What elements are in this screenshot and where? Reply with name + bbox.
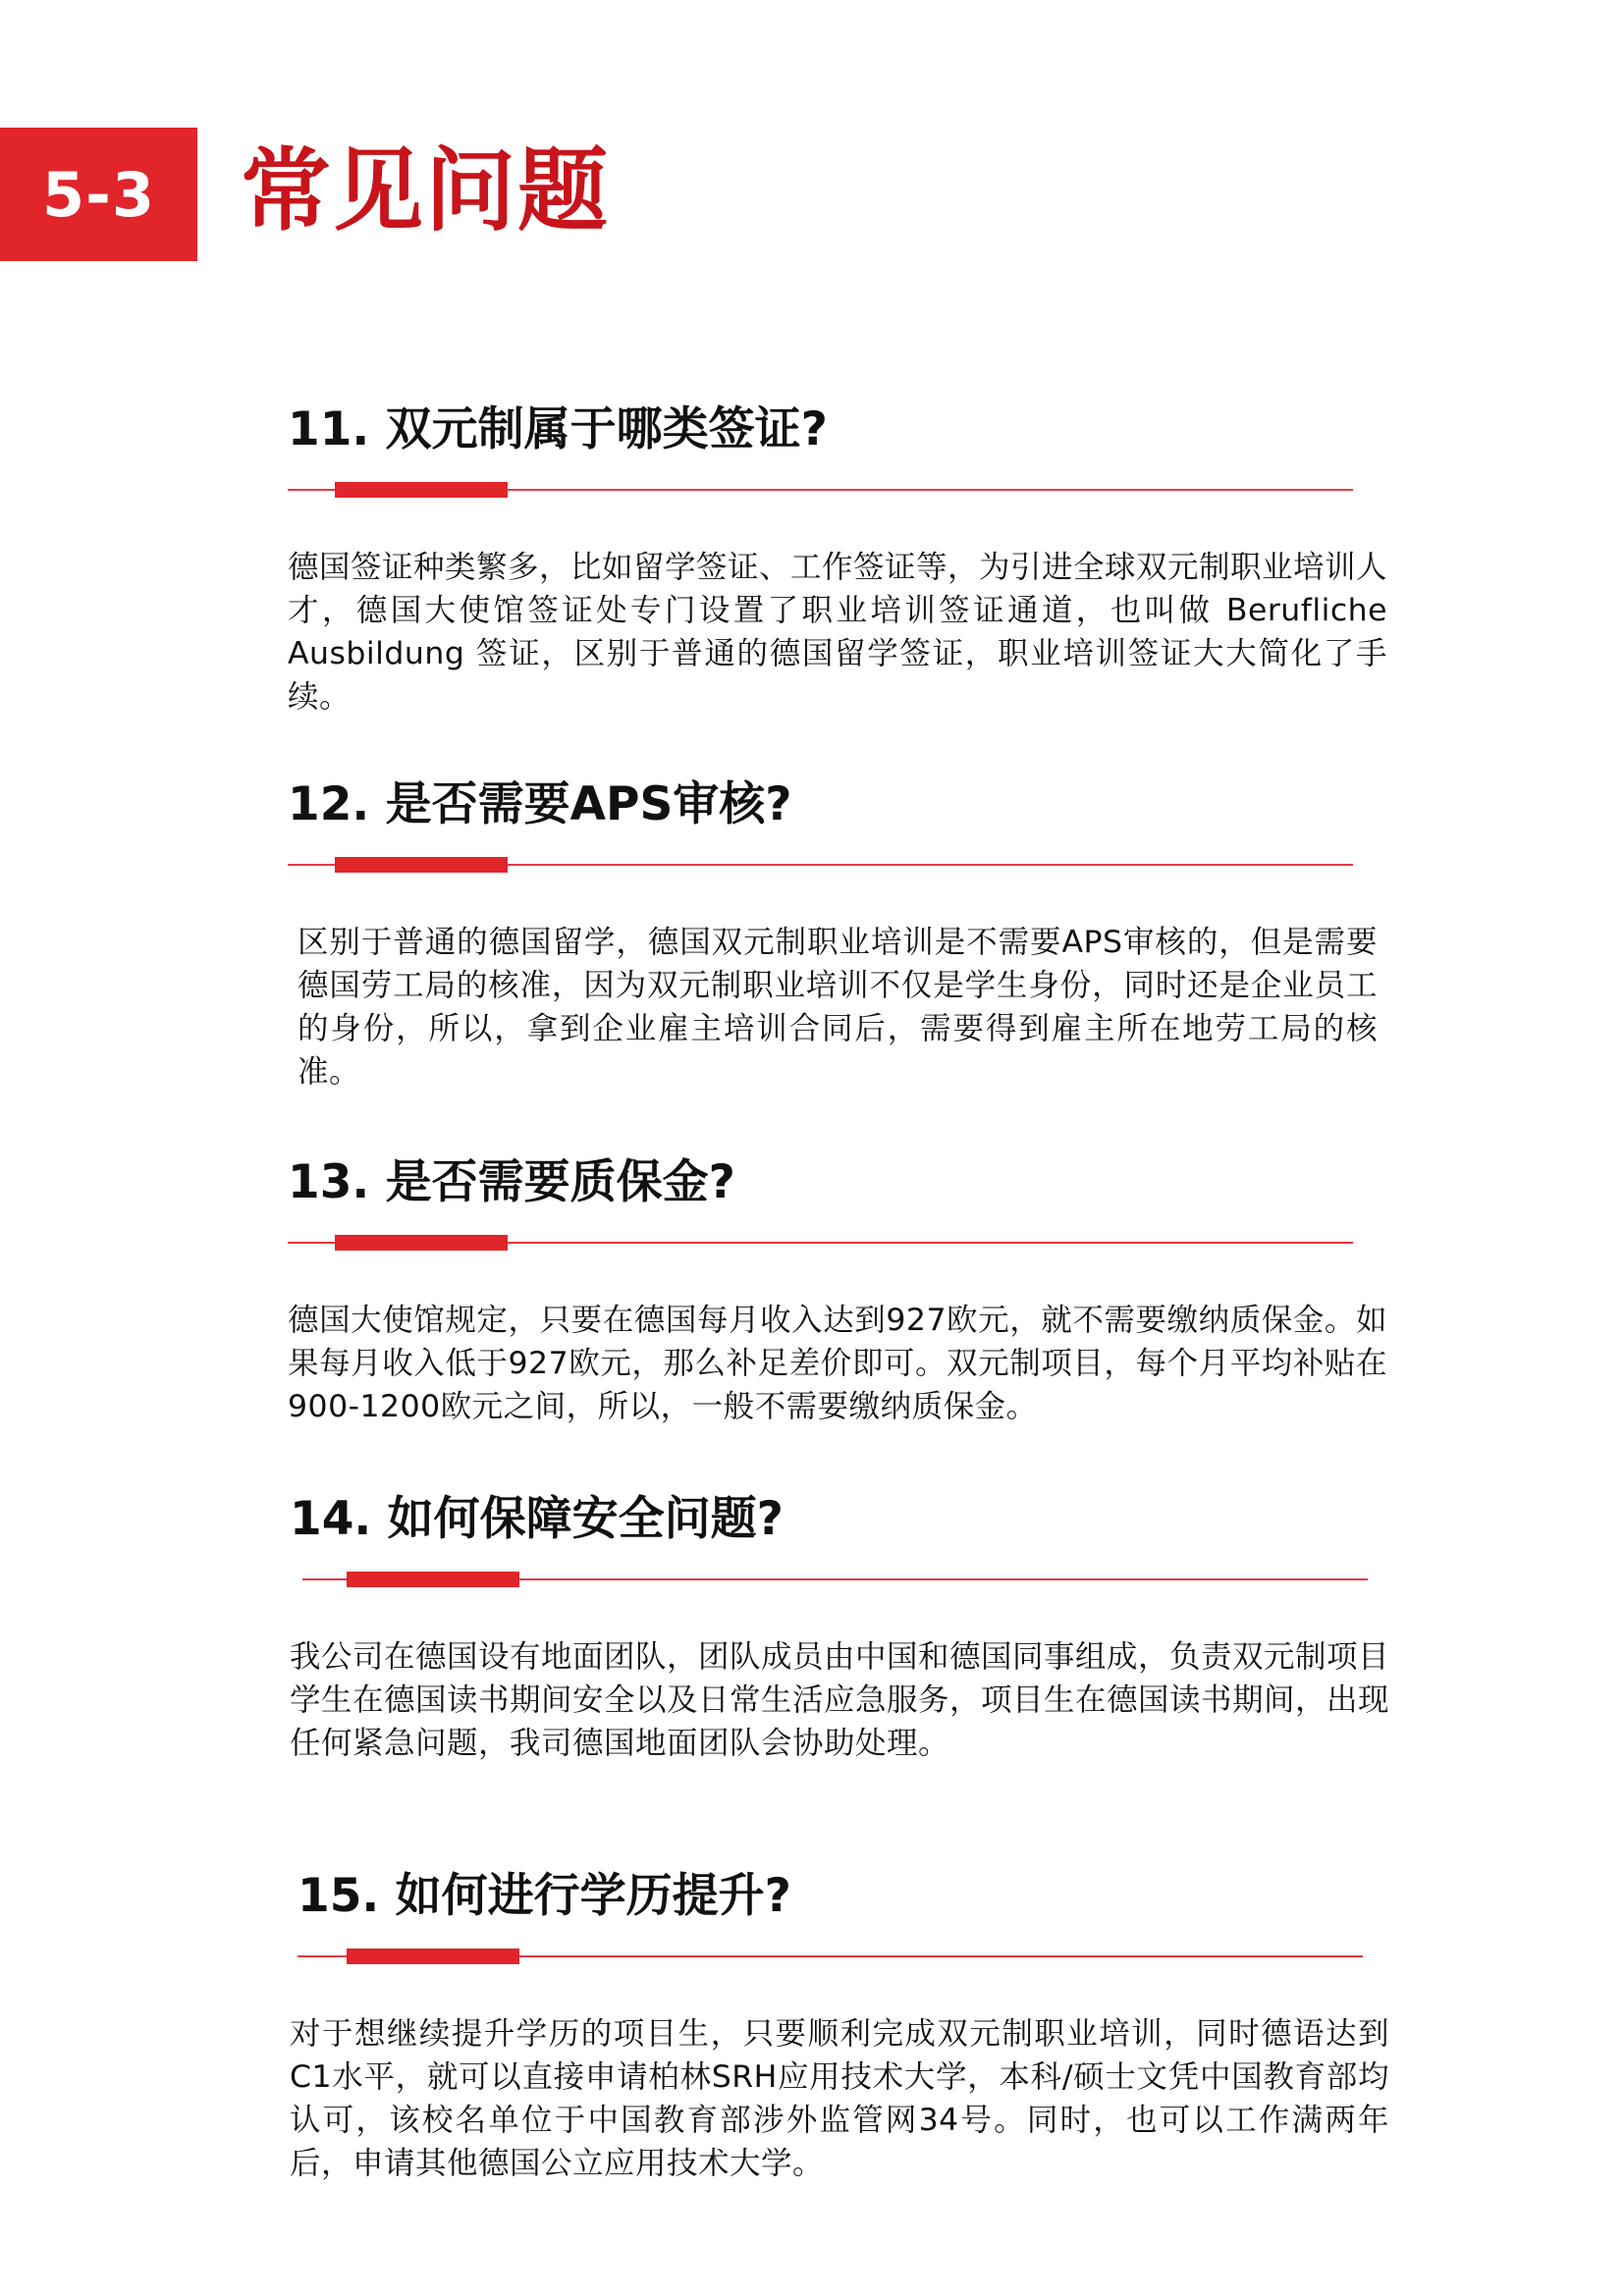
section-divider [288,856,1387,874]
faq-item-14 [290,1490,1389,1765]
faq-answer: 我公司在德国设有地面团队，团队成员由中国和德国同事组成，负责双元制项目学生在德国读书期间安全以及日常生活应急服务，项目生在德国读书期间，出现任何紧急问题，我司德国地面团队会协助处理。 [290,1639,1390,1761]
faq-item-12 [288,775,1387,1094]
faq-question: 14. 如何保障安全问题? [290,1492,784,1546]
faq-answer: 德国签证种类繁多，比如留学签证、工作签证等，为引进全球双元制职业培训人才，德国大使馆签证处专门设置了职业培训签证通道，也叫做 Berufliche Ausbildung 签证，区别于普通的德国留学签证，职业培训签证大大简化了手续。 [288,550,1388,715]
divider-accent-bar [335,1235,508,1251]
faq-question: 15. 如何进行学历提升? [298,1869,791,1923]
faq-question: 12. 是否需要APS审核? [288,777,792,831]
faq-answer: 区别于普通的德国留学，德国双元制职业培训是不需要APS审核的，但是需要德国劳工局的核准，因为双元制职业培训不仅是学生身份，同时还是企业员工的身份，所以，拿到企业雇主培训合同后，需要得到雇主所在地劳工局的核准。 [298,925,1378,1090]
divider-accent-bar [347,1949,519,1964]
faq-answer: 德国大使馆规定，只要在德国每月收入达到927欧元，就不需要缴纳质保金。如果每月收入低于927欧元，那么补足差价即可。双元制项目，每个月平均补贴在900-1200欧元之间，所以，一般不需要缴纳质保金。 [288,1303,1387,1424]
divider-accent-bar [335,482,508,498]
section-divider [290,1571,1389,1588]
section-divider [298,1948,1397,1965]
section-divider [288,1234,1387,1252]
section-number: 5-3 [41,158,155,231]
divider-accent-bar [335,857,508,873]
faq-item-15 [290,1867,1397,2185]
faq-item-11 [288,400,1387,719]
faq-question: 11. 双元制属于哪类签证? [288,402,828,456]
faq-answer: 对于想继续提升学历的项目生，只要顺利完成双元制职业培训，同时德语达到C1水平，就可以直接申请柏林SRH应用技术大学，本科/硕士文凭中国教育部均认可，该校名单位于中国教育部涉外监管网34号。同时，也可以工作满两年后，申请其他德国公立应用技术大学。 [290,2016,1389,2181]
page-title: 常见问题 [241,138,611,243]
faq-item-13 [288,1153,1387,1428]
section-divider [288,481,1387,499]
faq-question: 13. 是否需要质保金? [288,1155,735,1209]
divider-accent-bar [347,1572,519,1587]
section-number-badge [0,128,197,261]
